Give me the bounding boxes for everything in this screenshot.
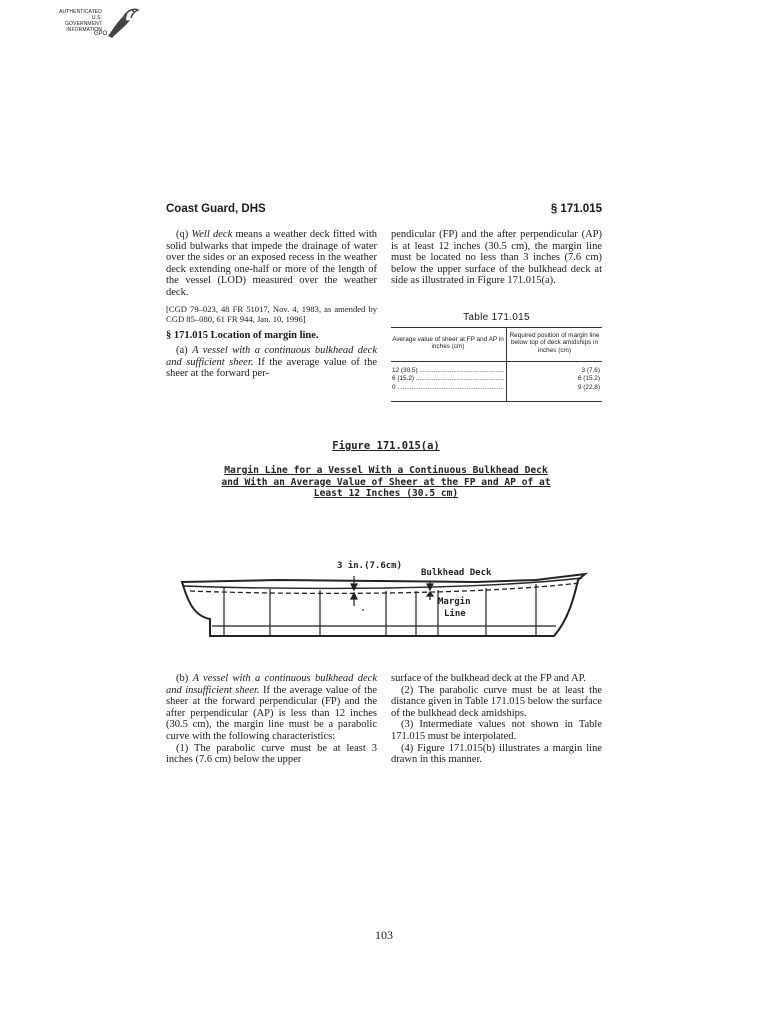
figure-171-015a — [176, 430, 596, 660]
section-number: § 171.015 — [550, 203, 602, 215]
page-number: 103 — [375, 928, 393, 942]
logo-gpo-text: GPO — [94, 31, 108, 37]
item-1-continued: surface of the bulkhead deck at the FP and AP. — [391, 673, 586, 684]
table-title: Table 171.015 — [463, 312, 530, 323]
agency-name: Coast Guard, DHS — [166, 203, 266, 215]
left-column-bottom — [166, 673, 377, 766]
section-heading: § 171.015 Location of margin line. — [166, 329, 319, 341]
paragraph-a-continued: pendicular (FP) and the after perpendicular (AP) is at least 12 inches (30.5 cm), the margin line must be located no less than 3 inches (7.6 cm) below the upper surface of the bulkhead deck at side as illustrated in Figure 171.015(a). — [391, 229, 602, 287]
item-1: (1) The parabolic curve must be at least 3 inches (7.6 cm) below the upper — [166, 742, 377, 766]
definition-well-deck: (q) Well deck means a weather deck fitted with solid bulwarks that impede the drainage of water over the sides or an exposed recess in the weather deck extending one-half or more of the length of the vessel (LOD) measured over the weather deck. — [166, 229, 377, 298]
table-row: 12 (30.5) ..... — [392, 367, 504, 375]
vessel-profile-drawing — [176, 430, 596, 660]
table-column-position — [507, 367, 600, 392]
table-header-sheer: Average value of sheer at FP and AP in inches (cm) — [392, 336, 504, 351]
table-header-position: Required position of margin line below top of deck amidships in inches (cm) — [509, 332, 600, 354]
table-header-rule — [391, 361, 602, 362]
line-label: Line — [444, 609, 466, 619]
logo-text: AUTHENTICATED U.S. GOVERNMENT INFORMATION — [59, 9, 102, 33]
right-column-top — [391, 229, 602, 287]
table-cell: 9 (22.8) — [577, 383, 600, 391]
table-cell: 3 (7.6) — [581, 367, 600, 374]
item-3: (3) Intermediate values not shown in Table 171.015 must be interpolated. — [391, 719, 602, 742]
table-row: 0 ..... — [392, 384, 504, 392]
eagle-icon — [104, 6, 140, 42]
margin-line-table — [391, 327, 602, 402]
item-4: (4) Figure 171.015(b) illustrates a margin line drawn in this manner. — [391, 742, 602, 766]
gpo-authenticated-logo — [50, 6, 146, 46]
bulkheads — [224, 584, 536, 636]
amendment-citation: [CGD 79–023, 48 FR 51017, Nov. 4, 1983, as amended by CGD 85–080, 61 FR 944, Jan. 10, 1996] — [166, 303, 377, 324]
paragraph-a: (a) A vessel with a continuous bulkhead deck and sufficient sheer. If the average value of the sheer at the forward per- — [166, 345, 378, 380]
figure-caption: Margin Line for a Vessel With a Continuous Bulkhead Deck and With an Average Value of Sheer at the FP and AP of at Least 12 Inches (30.5 cm) — [221, 465, 551, 499]
table-cell: 6 (15.2) — [577, 375, 600, 383]
paragraph-b: (b) A vessel with a continuous bulkhead deck and insufficient sheer. If the average value of the sheer at the forward perpendicular (FP) and the after perpendicular (AP) is less than 12 inches (30.5 cm), the margin line must be a parabolic curve with the following characteristics: — [166, 673, 377, 742]
bulkhead-deck-label: Bulkhead Deck — [421, 568, 492, 578]
margin-label: Margin — [438, 597, 471, 607]
running-head — [166, 203, 602, 219]
table-column-sheer — [392, 367, 504, 392]
depth-annotation: 3 in.(7.6cm) — [337, 561, 403, 571]
item-2: (2) The parabolic curve must be at least the distance given in Table 171.015 below the surface of the bulkhead deck amidships. — [391, 684, 602, 719]
table-row: 6 (15.2) ..... — [392, 375, 504, 383]
right-column-bottom — [391, 673, 602, 766]
left-column-top — [166, 229, 377, 380]
figure-title: Figure 171.015(a) — [332, 440, 440, 452]
